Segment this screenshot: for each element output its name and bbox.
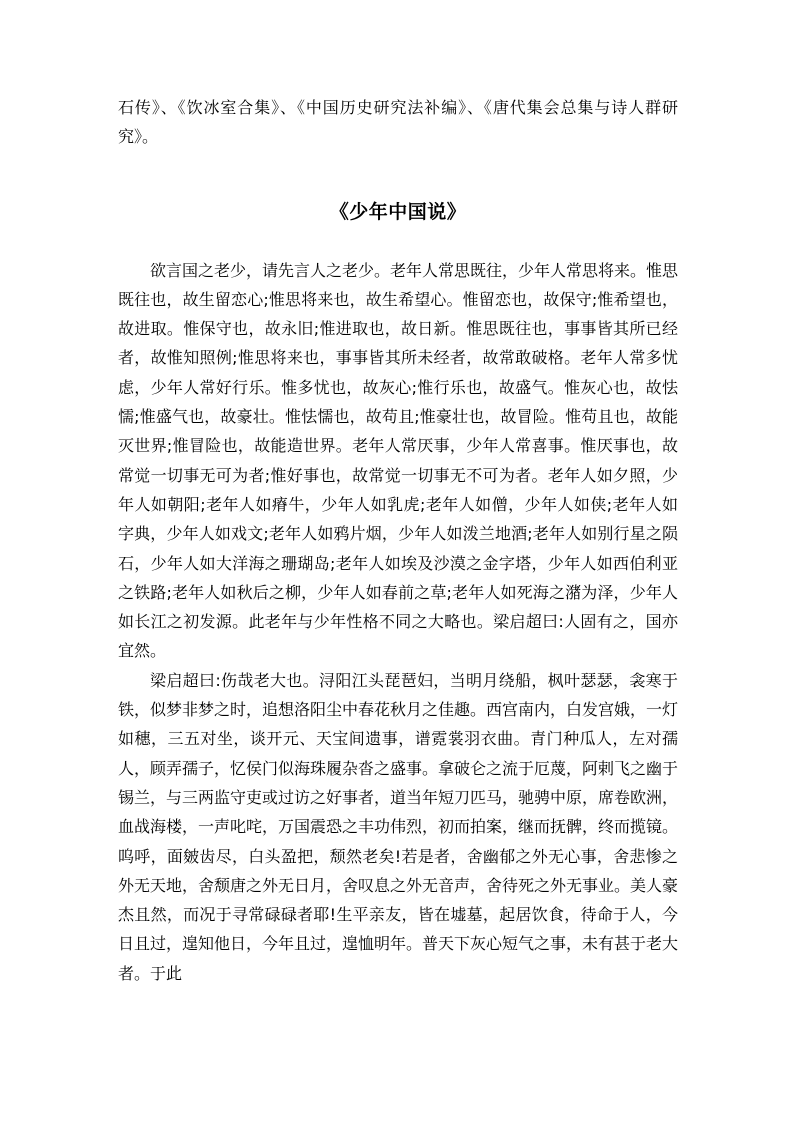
document-page <box>118 93 678 988</box>
intro-paragraph: 石传》、《饮冰室合集》、《中国历史研究法补编》、《唐代集会总集与诗人群研究》。 <box>118 98 678 147</box>
document-title: 《少年中国说》 <box>329 200 467 223</box>
body-paragraph-1: 欲言国之老少，请先言人之老少。老年人常思既往，少年人常思将来。惟思既往也，故生留恋心;惟思将来也，故生希望心。惟留恋也，故保守;惟希望也，故进取。惟保守也，故永旧;惟进取也，故日新。惟思既往也，事事皆其所已经者，故惟知照例;惟思将来也，事事皆其所未经者，故常敢破格。老年人常多忧虑，少年人常好行乐。惟多忧也，故灰心;惟行乐也，故盛气。惟灰心也，故怯懦;惟盛气也，故豪壮。惟怯懦也，故苟且;惟豪壮也，故冒险。惟苟且也，故能灭世界;惟冒险也，故能造世界。老年人常厌事，少年人常喜事。惟厌事也，故常觉一切事无可为者;惟好事也，故常觉一切事无不可为者。老年人如夕照，少年人如朝阳;老年人如瘠牛，少年人如乳虎;老年人如僧，少年人如侠;老年人如字典，少年人如戏文;老年人如鸦片烟，少年人如泼兰地酒;老年人如别行星之陨石，少年人如大洋海之珊瑚岛;老年人如埃及沙漠之金字塔，少年人如西伯利亚之铁路;老年人如秋后之柳，少年人如春前之草;老年人如死海之潴为泽，少年人如长江之初发源。此老年与少年性格不同之大略也。梁启超曰:人固有之，国亦宜然。 <box>118 260 679 661</box>
body-paragraph-2: 梁启超曰:伤哉老大也。浔阳江头琵琶妇，当明月绕船，枫叶瑟瑟，衾寒于铁，似梦非梦之时，追想洛阳尘中春花秋月之佳趣。西宫南内，白发宫娥，一灯如穗，三五对坐，谈开元、天宝间遗事，谱霓裳羽衣曲。青门种瓜人，左对孺人，顾弄孺子，忆侯门似海珠履杂沓之盛事。拿破仑之流于厄蔑，阿剌飞之幽于锡兰，与三两监守吏或过访之好事者，道当年短刀匹马，驰骋中原，席卷欧洲，血战海楼，一声叱咤，万国震恐之丰功伟烈，初而拍案，继而抚髀，终而揽镜。呜呼，面皴齿尽，白头盈把，颓然老矣!若是者，舍幽郁之外无心事，舍悲惨之外无天地，舍颓唐之外无日月，舍叹息之外无音声，舍待死之外无事业。美人豪杰且然，而况于寻常碌碌者耶!生平亲友，皆在墟墓，起居饮食，待命于人，今日且过，遑知他日，今年且过，遑恤明年。普天下灰心短气之事，未有甚于老大者。于此 <box>118 670 679 983</box>
